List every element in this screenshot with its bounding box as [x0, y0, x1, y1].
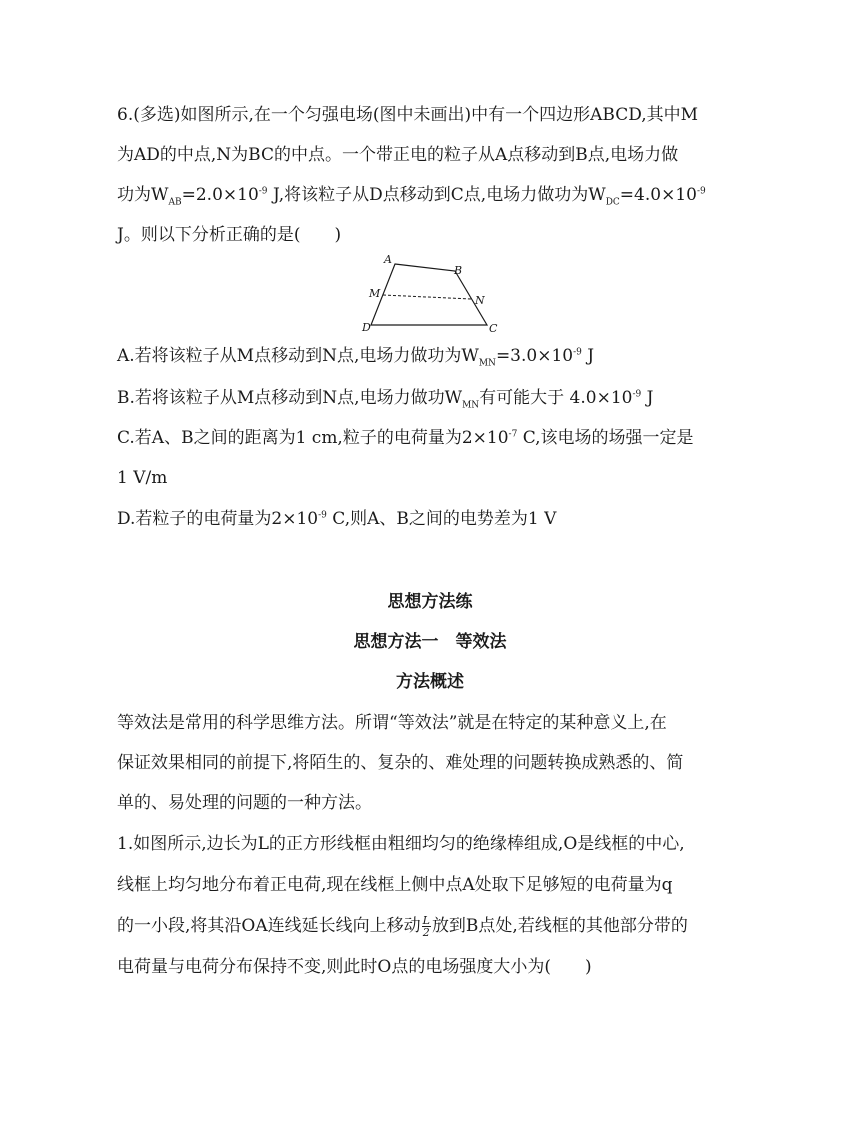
q1-stem-line-1: 1.如图所示,边长为L的正方形线框由粗细均匀的绝缘棒组成,O是线框的中心,	[117, 834, 685, 854]
overview-line-3: 单的、易处理的问题的一种方法。	[117, 793, 372, 813]
section-heading: 思想方法练	[387, 592, 473, 612]
q6-option-c-continued: 1 V/m	[117, 468, 168, 488]
q6-stem-line-4: J。则以下分析正确的是( )	[117, 225, 342, 245]
text-run: =4.0×10	[619, 185, 697, 205]
overview-heading: 方法概述	[396, 672, 464, 692]
text-run: A.若将该粒子从M点移动到N点,电场力做功为W	[117, 346, 479, 366]
text-run: =3.0×10	[495, 346, 574, 366]
superscript: -9	[318, 510, 327, 521]
text-run: J	[581, 346, 595, 366]
subscript: AB	[168, 197, 182, 208]
q6-stem-line-3	[117, 183, 747, 207]
label-c: C	[489, 322, 498, 335]
q6-stem-line-2: 为AD的中点,N为BC的中点。一个带正电的粒子从A点移动到B点,电场力做	[117, 145, 679, 165]
text-run: C,则A、B之间的电势差为1 V	[326, 509, 557, 529]
overview-line-2: 保证效果相同的前提下,将陌生的、复杂的、难处理的问题转换成熟悉的、简	[117, 753, 684, 773]
q1-stem-line-2: 线框上均匀地分布着正电荷,现在线框上侧中点A处取下足够短的电荷量为q	[117, 875, 673, 895]
q6-stem-line-1: 6.(多选)如图所示,在一个匀强电场(图中未画出)中有一个四边形ABCD,其中M	[117, 105, 699, 125]
text-run: 放到B点处,若线框的其他部分带的	[431, 916, 688, 936]
label-b: B	[454, 264, 463, 277]
text-run: 功为W	[117, 185, 169, 205]
q6-option-b	[117, 386, 747, 410]
text-run: 的一小段,将其沿OA连线延长线向上移动	[117, 916, 421, 936]
text-run: =2.0×10	[181, 185, 259, 205]
subscript: DC	[605, 197, 620, 208]
mn-dashed-line	[383, 295, 471, 299]
subscript: MN	[462, 400, 480, 411]
q6-option-c	[117, 426, 747, 450]
q6-option-d	[117, 507, 747, 531]
superscript: -9	[258, 186, 268, 197]
fraction-numerator: L	[422, 914, 430, 927]
subscript: MN	[478, 358, 496, 369]
text-run: J,将该粒子从D点移动到C点,电场力做功为W	[267, 185, 606, 205]
text-run: B.若将该粒子从M点移动到N点,电场力做功W	[117, 388, 463, 408]
quadrilateral-outline	[371, 264, 487, 325]
q1-stem-line-4: 电荷量与电荷分布保持不变,则此时O点的电场强度大小为( )	[117, 957, 592, 977]
text-run: C,该电场的场强一定是	[517, 428, 694, 448]
q1-stem-line-3	[117, 914, 747, 938]
fraction-denominator: 2	[422, 926, 430, 939]
label-n: N	[475, 294, 485, 307]
method-heading: 思想方法一 等效法	[353, 632, 507, 652]
q6-option-a	[117, 344, 747, 368]
text-run: D.若粒子的电荷量为2×10	[117, 509, 319, 529]
superscript: -9	[696, 186, 706, 197]
overview-line-1: 等效法是常用的科学思维方法。所谓“等效法”就是在特定的某种意义上,在	[117, 713, 667, 733]
text-run: C.若A、B之间的距离为1 cm,粒子的电荷量为2×10	[117, 428, 509, 448]
fraction-l-over-2	[422, 915, 431, 938]
text-run: 有可能大于 4.0×10	[479, 388, 633, 408]
label-m: M	[369, 287, 381, 300]
label-d: D	[362, 321, 371, 334]
superscript: -7	[508, 429, 518, 440]
quadrilateral-abcd-figure	[355, 252, 505, 336]
superscript: -9	[573, 347, 582, 358]
text-run: J	[641, 388, 654, 408]
label-a: A	[384, 253, 392, 266]
superscript: -9	[632, 389, 642, 400]
